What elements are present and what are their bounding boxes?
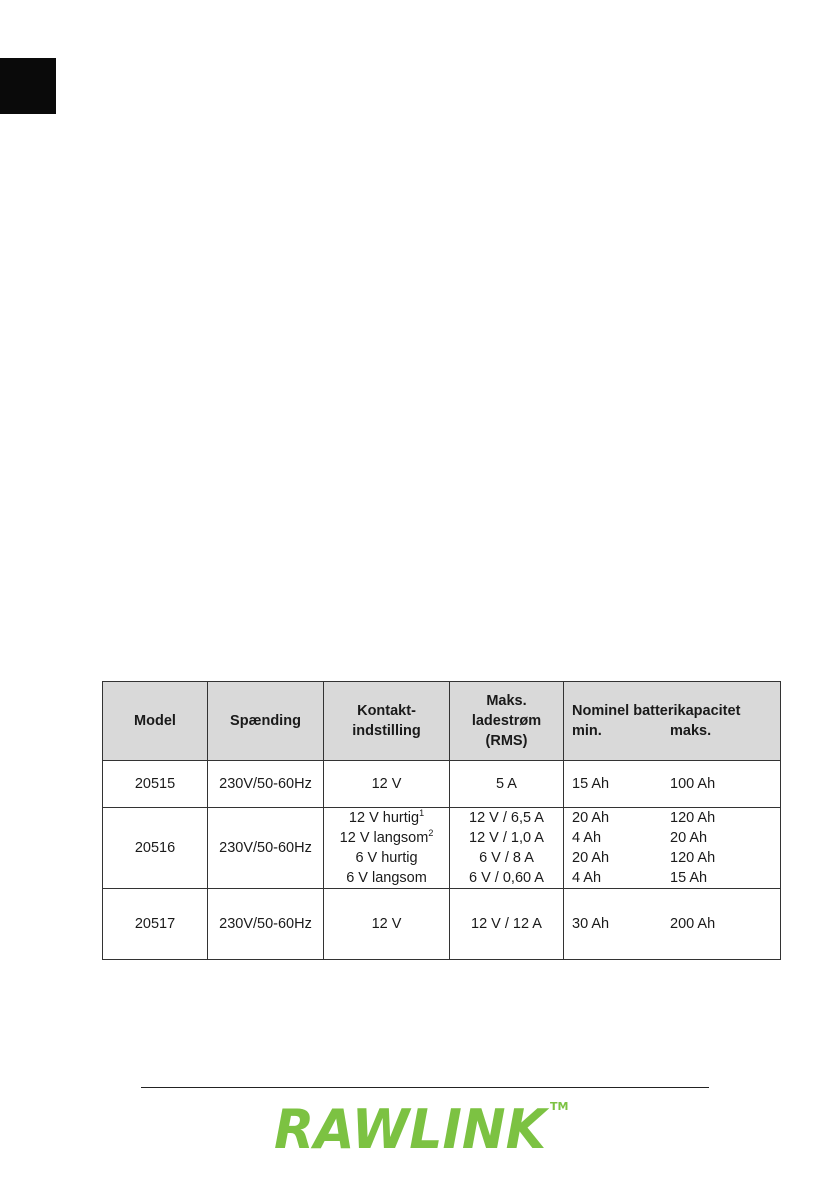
header-capacity-title: Nominel batterikapacitet	[572, 703, 741, 719]
cell-capacity-max: 120 Ah	[670, 850, 716, 866]
language-tab-marker	[0, 58, 56, 114]
cell-capacity-min: 20 Ah	[572, 850, 610, 866]
cell-capacity-max: 15 Ah	[670, 870, 708, 886]
cell-model: 20516	[103, 808, 208, 889]
cell-current	[450, 808, 564, 889]
cell-capacity-max: 120 Ah	[670, 810, 716, 826]
setting-option: 12 V langsom	[339, 830, 429, 846]
header-setting-line2: indstilling	[352, 723, 421, 739]
header-capacity	[564, 682, 781, 761]
cell-voltage: 230V/50-60Hz	[208, 761, 324, 808]
cell-setting: 12 V	[324, 761, 450, 808]
table-header-row	[103, 682, 781, 761]
cell-capacity-min: 4 Ah	[572, 870, 602, 886]
cell-capacity-max: 200 Ah	[670, 916, 716, 932]
table-row	[103, 761, 781, 808]
header-current-line1: Maks.	[486, 693, 527, 709]
setting-option: 12 V hurtig	[348, 810, 420, 826]
cell-capacity-max: 100 Ah	[670, 776, 716, 792]
header-switch-setting	[324, 682, 450, 761]
header-capacity-min: min.	[572, 723, 602, 739]
cell-voltage: 230V/50-60Hz	[208, 889, 324, 960]
current-option: 12 V / 1,0 A	[469, 830, 544, 846]
current-option: 6 V / 8 A	[479, 850, 534, 866]
cell-capacity-min: 30 Ah	[572, 916, 610, 932]
header-current-line2: ladestrøm	[471, 713, 542, 729]
cell-capacity-min: 20 Ah	[572, 810, 610, 826]
current-option: 12 V / 6,5 A	[469, 810, 544, 826]
setting-option: 6 V langsom	[346, 870, 427, 886]
header-voltage: Spænding	[208, 682, 324, 761]
footnote-marker: 2	[428, 828, 434, 839]
table-row	[103, 808, 781, 889]
cell-model: 20515	[103, 761, 208, 808]
header-current-line3: (RMS)	[485, 733, 528, 749]
cell-capacity	[564, 761, 781, 808]
cell-capacity-max: 20 Ah	[670, 830, 708, 846]
cell-capacity	[564, 889, 781, 960]
header-setting-line1: Kontakt-	[357, 703, 416, 719]
cell-capacity-min: 4 Ah	[572, 830, 602, 846]
cell-setting: 12 V	[324, 889, 450, 960]
cell-capacity	[564, 808, 781, 889]
cell-current: 5 A	[450, 761, 564, 808]
setting-option: 6 V hurtig	[355, 850, 418, 866]
footnote-marker: 1	[419, 808, 425, 819]
cell-capacity-min: 15 Ah	[572, 776, 610, 792]
cell-voltage: 230V/50-60Hz	[208, 808, 324, 889]
header-model: Model	[103, 682, 208, 761]
cell-setting	[324, 808, 450, 889]
cell-model: 20517	[103, 889, 208, 960]
header-capacity-max: maks.	[670, 723, 712, 739]
rawlink-logo	[268, 1094, 598, 1164]
specifications-table	[102, 681, 781, 960]
table-row	[103, 889, 781, 960]
trademark-symbol: TM	[550, 1100, 569, 1113]
header-max-current	[450, 682, 564, 761]
logo-wordmark: RAWLINK	[274, 1098, 551, 1161]
current-option: 6 V / 0,60 A	[469, 870, 544, 886]
cell-current: 12 V / 12 A	[450, 889, 564, 960]
footer-divider	[141, 1087, 709, 1088]
